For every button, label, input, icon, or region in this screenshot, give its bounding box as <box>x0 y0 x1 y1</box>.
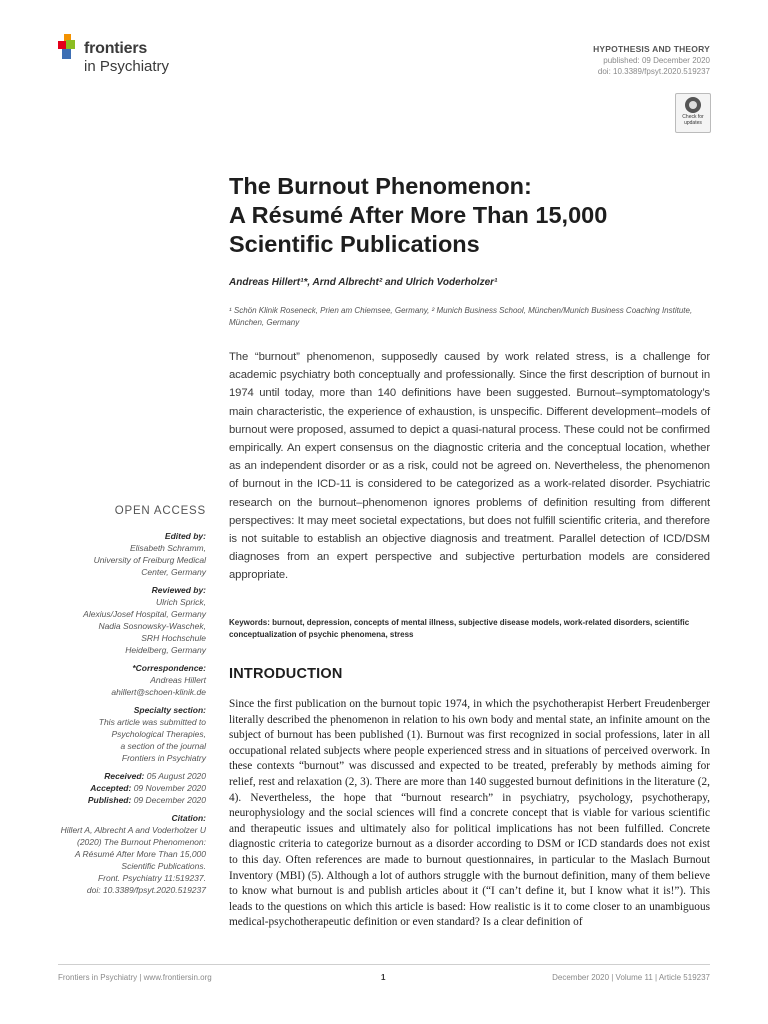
article-info-sidebar <box>58 530 206 902</box>
specialty-line: This article was submitted to <box>98 717 206 727</box>
check-for-updates-badge[interactable] <box>675 93 711 133</box>
citation-doi[interactable]: doi: 10.3389/fpsyt.2020.519237 <box>86 885 206 895</box>
keywords-label: Keywords: <box>229 618 270 627</box>
open-access-label: OPEN ACCESS <box>114 505 206 517</box>
correspondence-email[interactable]: ahillert@schoen-klinik.de <box>111 687 206 697</box>
footer-issue-info: December 2020 | Volume 11 | Article 519237 <box>552 973 710 982</box>
specialty-line: Psychological Therapies, <box>111 729 206 739</box>
article-title <box>229 172 709 259</box>
specialty-label: Specialty section: <box>133 705 206 715</box>
check-updates-label: Check for updates <box>682 114 704 126</box>
reviewer-line: SRH Hochschule <box>141 633 206 643</box>
editor-line: Elisabeth Schramm, <box>129 543 206 553</box>
frontiers-logo-icon <box>58 34 80 60</box>
author-list[interactable]: Andreas Hillert¹*, Arnd Albrecht² and Ulrich Voderholzer¹ <box>229 277 498 288</box>
logo-text-frontiers: frontiers <box>84 40 148 57</box>
citation-label: Citation: <box>171 813 206 823</box>
accepted-date: Accepted: 09 November 2020 <box>90 783 206 793</box>
specialty-line: Frontiers in Psychiatry <box>121 753 206 763</box>
doi-link[interactable]: doi: 10.3389/fpsyt.2020.519237 <box>597 67 710 76</box>
article-type: HYPOTHESIS AND THEORY <box>593 44 710 54</box>
title-line: The Burnout Phenomenon: <box>229 173 532 199</box>
page-number: 1 <box>381 973 386 982</box>
reviewed-by-label: Reviewed by: <box>151 585 206 595</box>
citation-line: Hillert A, Albrecht A and Voderholzer U <box>60 825 206 835</box>
specialty-line: a section of the journal <box>120 741 206 751</box>
citation-line: Front. Psychiatry 11:519237. <box>97 873 206 883</box>
article-meta-header <box>593 44 710 77</box>
introduction-text: Since the first publication on the burnout topic 1974, in which the psychotherapist Herbert Freudenberger literally described the phenomenon in relation to his own body and mental state, an infinite amount on the subject of burnout has been published (1). Burnout was first recognized in social professions, later in all occupational related subjects where people experienced stress and in situations of perceived overwork. In these contexts “burnout” was discussed and expected to be treated, preferably by methods aiming for relief, rest and relaxation (2, 3). There are more than 140 suggested burnout definitions in the literature (2, 4). Nevertheless, the hope that “burnout research” in psychiatry, psychology, psychotherapy, neurophysiology and the social sciences will find a concrete concept that is viable for various scientific and therapeutic issues and ultimately also for political implications has not been fulfilled. Concrete diagnostic criteria to categorize burnout as a disorder according to DSM or ICD standards does not exist to this day. Often references are made to burnout questionnaires, in particular to the Maslach Burnout Inventory (MBI) (5). Although a lot of authors struggle with the burnout definition, many of them believe to know what burnout is and publish articles about it (“I can’t define it, but I know what it is!”). This leads to the questions on which this article is based: How realistic is it to come closer to an unambiguous medical-psychotherapeutic definition or even standard? Is a clear definition of <box>229 698 710 929</box>
reviewer-line: Nadia Sosnowsky-Waschek, <box>98 621 206 631</box>
editor-line: University of Freiburg Medical <box>93 555 206 565</box>
correspondence-label: *Correspondence: <box>132 663 206 673</box>
citation-line: Scientific Publications. <box>121 861 206 871</box>
citation-line: (2020) The Burnout Phenomenon: <box>76 837 206 847</box>
published-date-sidebar: Published: 09 December 2020 <box>87 795 206 805</box>
abstract: The “burnout” phenomenon, supposedly caused by work related stress, is a challenge for academic psychiatry both conceptually and professionally. Since the first description of burnout in 1974 until today, more than 140 definitions have been suggested. Burnout–symptomatology’s main characteristic, the experience of exhaustion, is unspecific. Different development–models of burnout were proposed, assumed to depict a quasi-natural process. These could not be confirmed empirically. An expert consensus on the diagnostic criteria and the conceptual location, whether as an independent disorder or as a risk, could not be agreed on. Nevertheless, the phenomenon of burnout in the ICD-11 is considered to be categorized as a work-related disorder. Psychiatric research on the burnout–phenomenon ignores problems of definition resulting from different perspectives: It may meet societal expectations, but does not fulfill scientific criteria, and therefore is not suitable to establish an objective diagnosis and treatment. Parallel detection of ICD/DSM diagnoses from an expert perspective and subjective perturbation models are considered appropriate. <box>229 351 710 582</box>
editor-line: Center, Germany <box>141 567 206 577</box>
correspondence-block <box>58 662 206 698</box>
citation-block <box>58 812 206 896</box>
dates-block <box>58 770 206 806</box>
published-date: published: 09 December 2020 <box>603 56 710 65</box>
edited-by-label: Edited by: <box>164 531 206 541</box>
footer-journal-link[interactable]: Frontiers in Psychiatry | www.frontiersin.org <box>58 973 212 982</box>
edited-by-block <box>58 530 206 578</box>
keywords <box>229 617 710 641</box>
citation-line: A Résumé After More Than 15,000 <box>74 849 206 859</box>
specialty-block <box>58 704 206 764</box>
keywords-list: burnout, depression, concepts of mental illness, subjective disease models, work-related disorders, scientific conceptualization of psychic phenomena, stress <box>229 618 690 639</box>
journal-logo[interactable] <box>58 34 198 78</box>
reviewer-line: Heidelberg, Germany <box>125 645 206 655</box>
correspondence-name: Andreas Hillert <box>150 675 206 685</box>
title-line: Scientific Publications <box>229 231 480 257</box>
title-line: A Résumé After More Than 15,000 <box>229 202 608 228</box>
reviewer-line: Alexius/Josef Hospital, Germany <box>83 609 206 619</box>
reviewer-line: Ulrich Sprick, <box>155 597 206 607</box>
logo-text-journal: in Psychiatry <box>84 58 170 75</box>
check-updates-icon <box>685 97 701 113</box>
affiliations: ¹ Schön Klinik Roseneck, Prien am Chiemsee, Germany, ² Munich Business School, München/Munich Business Coaching Institute, München, Germany <box>229 306 693 327</box>
section-heading: INTRODUCTION <box>229 666 343 682</box>
reviewed-by-block <box>58 584 206 656</box>
received-date: Received: 05 August 2020 <box>104 771 206 781</box>
footer-divider <box>58 964 710 965</box>
